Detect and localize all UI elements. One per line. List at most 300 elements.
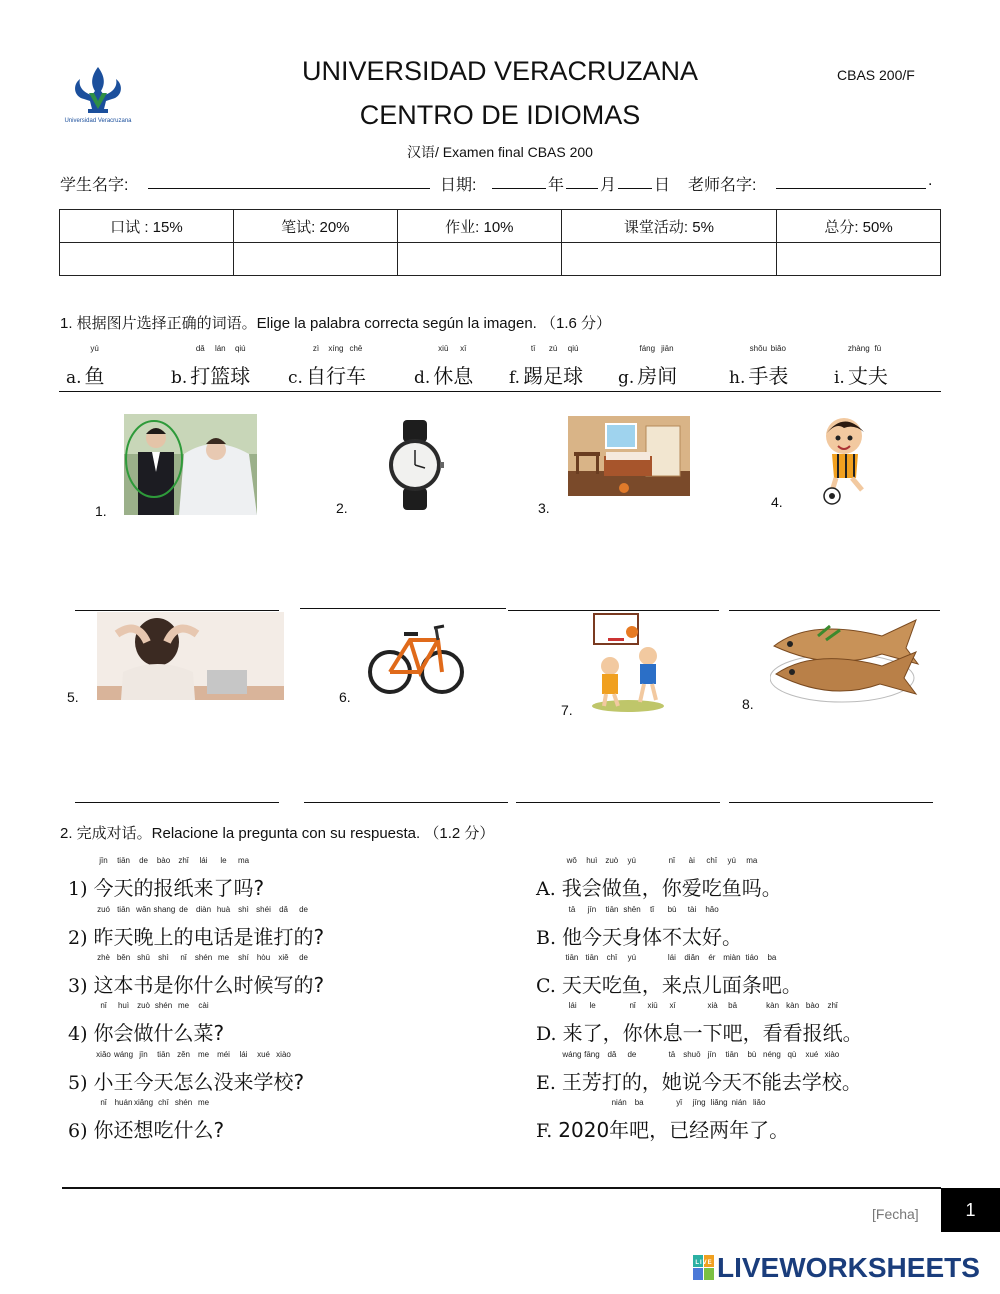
score-header-homework: 作业: 10% xyxy=(397,210,561,243)
pinyin: ba xyxy=(767,953,777,962)
char-text: 看 xyxy=(762,1021,783,1045)
char-text: 来 xyxy=(562,1021,583,1045)
pinyin: xià xyxy=(707,1001,718,1010)
hanzi-char xyxy=(609,1098,630,1143)
char-text: 她 xyxy=(661,1070,682,1094)
char-text: 的 xyxy=(133,876,154,900)
pinyin: zuò xyxy=(137,1001,150,1010)
char-text: 今 xyxy=(133,1070,154,1094)
score-header-written: 笔试: 20% xyxy=(233,210,397,243)
pinyin: xiǎng xyxy=(133,1098,154,1107)
question-3 xyxy=(68,953,325,998)
pinyin: cài xyxy=(198,1001,209,1010)
char-text: 王 xyxy=(113,1070,134,1094)
char-text: 么 xyxy=(193,1070,214,1094)
hanzi-char xyxy=(581,953,602,998)
hanzi-char xyxy=(701,953,722,998)
pinyin: zěn xyxy=(177,1050,190,1059)
char-text: 打 xyxy=(273,925,294,949)
score-header-oral: 口试 : 15% xyxy=(60,210,234,243)
item-sentence xyxy=(93,1050,305,1094)
char-text: 芳 xyxy=(581,1070,602,1094)
month-label: 月 xyxy=(600,177,617,194)
char-text: 候 xyxy=(253,973,274,997)
course-code: CBAS 200/F xyxy=(837,67,915,83)
hanzi-char xyxy=(622,905,643,950)
pinyin: huán xyxy=(114,1098,133,1107)
question-5 xyxy=(68,1050,305,1095)
hanzi-char xyxy=(433,344,454,389)
hanzi-char xyxy=(642,872,662,901)
char-text: 夫 xyxy=(867,364,888,388)
char-text: 会 xyxy=(113,1021,134,1045)
hanzi-char xyxy=(93,1098,114,1143)
char-text: 踢 xyxy=(523,364,544,388)
pinyin: jīng xyxy=(692,1098,706,1107)
hanzi-char xyxy=(843,1017,863,1046)
char-text: 做 xyxy=(133,1021,154,1045)
hanzi-char xyxy=(661,953,682,998)
item-label: 4) xyxy=(68,1023,88,1045)
pinyin: tiān xyxy=(565,953,579,962)
pinyin: zú xyxy=(548,344,558,353)
hanzi-char xyxy=(669,1098,690,1143)
char-text: 已 xyxy=(669,1118,690,1142)
hanzi-char xyxy=(214,1021,225,1045)
char-text: 天 xyxy=(602,925,623,949)
hanzi-char xyxy=(233,1050,254,1095)
liveworksheets-brand xyxy=(693,1252,993,1286)
char-text: 吃 xyxy=(601,973,622,997)
hanzi-char xyxy=(741,953,762,998)
pinyin: hǎo xyxy=(705,905,719,914)
char-text: 学 xyxy=(801,1070,822,1094)
option-word xyxy=(637,344,678,388)
teacher-name-blank[interactable] xyxy=(776,188,926,189)
wrist-watch-image xyxy=(385,420,445,510)
item-sentence xyxy=(558,1098,790,1142)
pinyin: de xyxy=(299,953,308,962)
hanzi-char xyxy=(681,953,702,998)
char-text: ， xyxy=(742,1021,763,1045)
char-text: 丈 xyxy=(847,364,868,388)
pinyin: shang xyxy=(153,905,176,914)
picture-number-6: 6. xyxy=(339,689,351,705)
pinyin: tài xyxy=(687,905,697,914)
char-text: 的 xyxy=(621,1070,642,1094)
item-sentence xyxy=(93,905,325,949)
bedroom-image xyxy=(568,416,690,496)
pinyin: nǐ xyxy=(100,1098,107,1107)
picture-number-8: 8. xyxy=(742,696,754,712)
hanzi-char xyxy=(253,905,274,950)
pinyin: fū xyxy=(874,344,882,353)
pinyin: qiú xyxy=(567,344,579,353)
item-sentence xyxy=(93,1001,225,1045)
hanzi-char xyxy=(93,905,114,950)
hanzi-char xyxy=(621,1050,642,1095)
char-text: 什 xyxy=(173,1118,194,1142)
answer-blank-6[interactable] xyxy=(304,802,508,803)
score-total-cell[interactable] xyxy=(777,243,941,276)
answer-blank-2[interactable] xyxy=(300,608,506,609)
item-label: E. xyxy=(536,1072,556,1094)
hanzi-char xyxy=(293,953,314,998)
char-text: 下 xyxy=(702,1021,723,1045)
char-text: ， xyxy=(641,876,662,900)
char-text: 他 xyxy=(562,925,583,949)
char-text: 上 xyxy=(153,925,174,949)
char-text: 来 xyxy=(661,973,682,997)
char-text: 菜 xyxy=(193,1021,214,1045)
word-option-a xyxy=(66,344,105,389)
pinyin: shéi xyxy=(256,905,271,914)
char-text: 是 xyxy=(153,973,174,997)
option-letter: a. xyxy=(66,368,82,388)
pinyin: shén xyxy=(154,1001,173,1010)
hanzi-char xyxy=(273,953,294,998)
char-text: 了 xyxy=(582,1021,603,1045)
pinyin: tā xyxy=(668,1050,676,1059)
hanzi-char xyxy=(214,1118,225,1142)
answer-blank-8[interactable] xyxy=(729,802,933,803)
char-text: 房 xyxy=(637,364,658,388)
char-text: 今 xyxy=(582,925,603,949)
hanzi-char xyxy=(193,1001,214,1046)
university-title: UNIVERSIDAD VERACRUZANA xyxy=(301,56,699,86)
char-text: 小 xyxy=(93,1070,114,1094)
score-written-cell[interactable] xyxy=(233,243,397,276)
char-text: 经 xyxy=(689,1118,710,1142)
char-text: ? xyxy=(313,973,325,997)
pinyin: xiě xyxy=(278,953,289,962)
item-label: 6) xyxy=(68,1120,88,1142)
item-sentence xyxy=(562,1001,863,1045)
answer-blank-4[interactable] xyxy=(729,610,940,611)
hanzi-char xyxy=(325,344,346,389)
char-text: 鱼 xyxy=(621,876,642,900)
boy-playing-soccer-image xyxy=(808,414,884,506)
char-text: ， xyxy=(641,1070,662,1094)
char-text: ? xyxy=(253,876,265,900)
char-text: 王 xyxy=(561,1070,582,1094)
pinyin: nǐ xyxy=(668,856,675,865)
hanzi-char xyxy=(293,905,314,950)
pinyin: huà xyxy=(216,905,231,914)
hanzi-char xyxy=(582,905,603,950)
hanzi-char xyxy=(233,953,254,998)
pinyin: tiān xyxy=(585,953,599,962)
pinyin: shí xyxy=(238,953,249,962)
question-1 xyxy=(68,856,265,901)
pinyin: kàn xyxy=(766,1001,780,1010)
pinyin: tiān xyxy=(605,905,619,914)
pinyin: qiú xyxy=(234,344,246,353)
char-text: 昨 xyxy=(93,925,114,949)
char-text: 球 xyxy=(563,364,584,388)
pinyin: de xyxy=(139,856,148,865)
hanzi-char xyxy=(562,905,583,950)
char-text: 了 xyxy=(749,1118,770,1142)
hanzi-char xyxy=(721,953,742,998)
hanzi-char xyxy=(709,1098,730,1143)
answer-E xyxy=(536,1050,862,1095)
pinyin: shén xyxy=(174,1098,193,1107)
item-label: B. xyxy=(536,927,557,949)
hanzi-char xyxy=(230,344,251,389)
pinyin: lái xyxy=(568,1001,577,1010)
hanzi-char xyxy=(213,856,234,901)
char-text: 鱼 xyxy=(721,876,742,900)
day-blank[interactable] xyxy=(618,188,652,189)
char-text: 你 xyxy=(93,1021,114,1045)
hanzi-char xyxy=(682,905,703,950)
hanzi-char xyxy=(867,344,888,389)
pinyin: chē xyxy=(349,344,363,353)
char-text: 。 xyxy=(841,1070,862,1094)
hanzi-char xyxy=(173,905,194,950)
char-text: 吧 xyxy=(761,973,782,997)
char-text: 年 xyxy=(609,1118,630,1142)
item-label: 5) xyxy=(68,1072,88,1094)
pinyin: shì xyxy=(158,953,169,962)
char-text: 说 xyxy=(681,1070,702,1094)
char-text: 身 xyxy=(622,925,643,949)
option-word xyxy=(847,344,888,388)
pinyin: qù xyxy=(787,1050,797,1059)
answer-A xyxy=(536,856,782,901)
hanzi-char xyxy=(782,969,802,998)
answer-blank-3[interactable] xyxy=(508,610,719,611)
teacher-name-label: 老师名字: xyxy=(688,177,757,194)
char-text: 面 xyxy=(721,973,742,997)
brand-name: LIVEWORKSHEETS xyxy=(717,1252,980,1283)
page-number-box xyxy=(941,1188,1000,1232)
student-name-blank[interactable] xyxy=(148,188,430,189)
char-text: 什 xyxy=(153,1021,174,1045)
hanzi-char xyxy=(113,905,134,950)
pinyin: ma xyxy=(746,856,758,865)
hanzi-char xyxy=(629,1098,650,1143)
hanzi-char xyxy=(173,1098,194,1143)
char-text: 么 xyxy=(193,1118,214,1142)
pinyin: me xyxy=(177,1001,190,1010)
char-text: 天 xyxy=(153,1070,174,1094)
hanzi-char xyxy=(561,856,582,901)
hanzi-char xyxy=(173,1001,194,1046)
char-text: 间 xyxy=(657,364,678,388)
hanzi-char xyxy=(721,1050,742,1095)
score-class-cell[interactable] xyxy=(561,243,776,276)
answer-B xyxy=(536,905,743,950)
hanzi-char xyxy=(93,1050,114,1095)
pinyin: tiān xyxy=(117,856,130,865)
hanzi-char xyxy=(213,1050,234,1095)
logo-caption: Universidad Veracruzana xyxy=(64,118,132,124)
answer-blank-5[interactable] xyxy=(75,802,279,803)
char-text: 学 xyxy=(253,1070,274,1094)
hanzi-char xyxy=(642,969,662,998)
answer-blank-7[interactable] xyxy=(516,802,720,803)
char-text: 么 xyxy=(173,1021,194,1045)
pinyin: yú xyxy=(90,344,99,353)
char-text: 天 xyxy=(561,973,582,997)
hanzi-char xyxy=(729,1098,750,1143)
item-sentence xyxy=(93,1098,225,1142)
pinyin: fāng xyxy=(584,1050,600,1059)
exam-subtitle: 汉语/ Examen final CBAS 200 xyxy=(407,144,593,160)
pinyin: zuò xyxy=(605,856,619,865)
month-blank[interactable] xyxy=(566,188,598,189)
char-text: 天 xyxy=(581,973,602,997)
char-text: 报 xyxy=(802,1021,823,1045)
score-oral-cell[interactable] xyxy=(60,243,234,276)
option-letter: g. xyxy=(618,368,635,388)
pinyin: tǐ xyxy=(650,905,655,914)
hanzi-char xyxy=(662,1001,683,1046)
pinyin: me xyxy=(217,953,230,962)
pinyin: chī xyxy=(606,953,618,962)
char-text: 太 xyxy=(682,925,703,949)
char-text: 看 xyxy=(782,1021,803,1045)
pinyin: yǐ xyxy=(676,1098,683,1107)
pinyin: xiào xyxy=(824,1050,840,1059)
char-text: 篮 xyxy=(210,364,231,388)
char-text: 自 xyxy=(305,364,326,388)
char-text: 报 xyxy=(153,876,174,900)
score-header-total: 总分: 50% xyxy=(777,210,941,243)
char-text: 什 xyxy=(193,973,214,997)
hanzi-char xyxy=(93,856,114,901)
pinyin: liǎng xyxy=(710,1098,728,1107)
answer-blank-1[interactable] xyxy=(75,610,279,611)
char-text: 是 xyxy=(233,925,254,949)
hanzi-char xyxy=(661,1050,682,1095)
hanzi-char xyxy=(93,953,114,998)
char-text: 能 xyxy=(761,1070,782,1094)
hanzi-char xyxy=(601,953,622,998)
char-text: 时 xyxy=(233,973,254,997)
word-option-b xyxy=(171,344,251,389)
item-label: A. xyxy=(536,878,556,900)
question-6 xyxy=(68,1098,225,1143)
pinyin: yú xyxy=(627,856,636,865)
char-text: 还 xyxy=(113,1118,134,1142)
option-letter: d. xyxy=(414,368,431,388)
char-text: 书 xyxy=(133,973,154,997)
question-2 xyxy=(68,905,325,950)
pinyin: chī xyxy=(706,856,718,865)
pinyin: xiū xyxy=(438,344,449,353)
pinyin: bā xyxy=(728,1001,738,1010)
pinyin: de xyxy=(179,905,188,914)
option-word xyxy=(748,344,789,388)
char-text: 吃 xyxy=(153,1118,174,1142)
hanzi-char xyxy=(273,1050,294,1095)
score-homework-cell[interactable] xyxy=(397,243,561,276)
hanzi-char xyxy=(193,1098,214,1143)
pinyin: jīn xyxy=(99,856,108,865)
pinyin: wǎn xyxy=(136,905,151,914)
char-text: 没 xyxy=(213,1070,234,1094)
hanzi-char xyxy=(781,1050,802,1095)
char-text: 行 xyxy=(325,364,346,388)
pinyin: běn xyxy=(116,953,131,962)
char-text: 吃 xyxy=(701,876,722,900)
word-option-g xyxy=(618,344,678,389)
char-text: 息 xyxy=(453,364,474,388)
char-text: 鱼 xyxy=(84,364,105,388)
hanzi-char xyxy=(294,1070,305,1094)
pinyin: ma xyxy=(237,856,250,865)
pinyin: hòu xyxy=(256,953,271,962)
char-text: 。 xyxy=(842,1021,863,1045)
char-text: 打 xyxy=(190,364,211,388)
hanzi-char xyxy=(562,1001,583,1046)
question-4 xyxy=(68,1001,225,1046)
pinyin: tā xyxy=(568,905,576,914)
hanzi-char xyxy=(649,1114,669,1143)
char-text: 电 xyxy=(193,925,214,949)
char-text: ? xyxy=(293,1070,305,1094)
word-option-d xyxy=(414,344,474,389)
year-blank[interactable] xyxy=(492,188,546,189)
pinyin: ài xyxy=(688,856,695,865)
hanzi-char xyxy=(683,1017,703,1046)
pinyin: zhè xyxy=(97,953,110,962)
char-text: 今 xyxy=(701,1070,722,1094)
char-text: ， xyxy=(602,1021,623,1045)
pinyin: lái xyxy=(199,856,208,865)
pinyin: jīn xyxy=(587,905,597,914)
hanzi-char xyxy=(847,344,870,389)
char-text: 纸 xyxy=(822,1021,843,1045)
char-text: 球 xyxy=(230,364,251,388)
hanzi-char xyxy=(133,856,154,901)
pinyin: ba xyxy=(634,1098,644,1107)
char-text: 校 xyxy=(273,1070,294,1094)
char-text: 休 xyxy=(433,364,454,388)
hanzi-char xyxy=(253,953,274,998)
pinyin: ér xyxy=(708,953,716,962)
day-label: 日 xyxy=(654,177,671,194)
hanzi-char xyxy=(314,973,325,997)
char-text: 天 xyxy=(113,876,134,900)
char-text: 息 xyxy=(662,1021,683,1045)
hanzi-char xyxy=(642,1066,662,1095)
pinyin: xiǎo xyxy=(96,1050,111,1059)
option-letter: h. xyxy=(729,368,746,388)
char-text: 。 xyxy=(769,1118,790,1142)
pinyin: shēn xyxy=(623,905,641,914)
item-label: 3) xyxy=(68,975,88,997)
char-text: 了 xyxy=(213,876,234,900)
char-text: 好 xyxy=(702,925,723,949)
char-text: 谁 xyxy=(253,925,274,949)
hanzi-char xyxy=(642,905,663,950)
hanzi-char xyxy=(642,1001,663,1046)
pinyin: zhàng xyxy=(847,344,870,353)
student-name-label: 学生名字: xyxy=(60,177,129,194)
char-text: 想 xyxy=(133,1118,154,1142)
pinyin: lán xyxy=(214,344,226,353)
student-info-line xyxy=(60,172,940,194)
pinyin: bù xyxy=(667,905,677,914)
pinyin: jiān xyxy=(661,344,674,353)
hanzi-char xyxy=(621,856,642,901)
hanzi-char xyxy=(622,1001,643,1046)
hanzi-char xyxy=(113,1098,134,1143)
